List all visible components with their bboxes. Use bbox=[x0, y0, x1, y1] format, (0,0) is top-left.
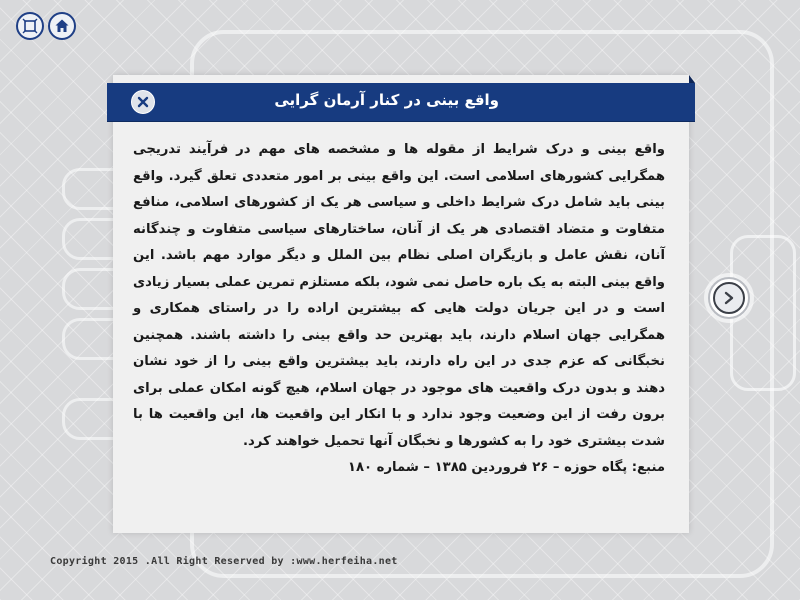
info-modal bbox=[113, 75, 689, 533]
modal-text: واقع بینی و درک شرایط از مقوله ها و مشخصه های مهم در فرآیند تدریجی همگرایی کشورهای اسلامی است. این واقع بینی بر امور متعددی تعلق گیرد. واقع بینی باید شامل درک شرایط داخلی و سیاسی هر یک از کشورهای اسلامی، منافع متفاوت و متضاد اقتصادی هر یک از آنان، ساختارهای سیاسی متفاوت و چندگانه آنان، نقش عامل و بازیگران اصلی نظام بین الملل و دیگر موارد مهم باشد. این واقع بینی البته به یک باره حاصل نمی شود، بلکه مستلزم تمرین عملی بسیار زیادی است و در این جریان دولت هایی که بیشترین اراده را در راستای همکاری و همگرایی جهان اسلام دارند، باید بهترین حد واقع بینی را داشته باشند. همچنین نخبگانی که عزم جدی در این راه دارند، باید بیشترین واقع بینی را از خود نشان دهند و بدون درک واقعیت های موجود در جهان اسلام، هیچ گونه امکان عملی برای برون رفت از این وضعیت وجود ندارد و با انکار این واقعیت ها، این واقعیت ها با شدت بیشتری خود را به کشورها و نخبگان آنها تحمیل خواهند کرد. bbox=[133, 142, 665, 449]
close-button[interactable] bbox=[131, 90, 155, 114]
modal-source: منبع: پگاه حوزه – ۲۶ فروردین ۱۳۸۵ – شماره ۱۸۰ bbox=[347, 460, 665, 475]
modal-body bbox=[133, 137, 665, 482]
chevron-right-icon bbox=[713, 282, 745, 314]
fullscreen-button[interactable] bbox=[16, 12, 44, 40]
home-button[interactable] bbox=[48, 12, 76, 40]
modal-header bbox=[107, 83, 695, 122]
copyright-text: Copyright 2015 .All Right Reserved by :www.herfeiha.net bbox=[50, 556, 398, 567]
close-icon bbox=[137, 96, 149, 108]
home-icon bbox=[54, 18, 70, 34]
modal-title: واقع بینی در کنار آرمان گرایی bbox=[274, 91, 499, 109]
fullscreen-icon bbox=[22, 18, 38, 34]
next-page-button[interactable] bbox=[708, 277, 750, 319]
